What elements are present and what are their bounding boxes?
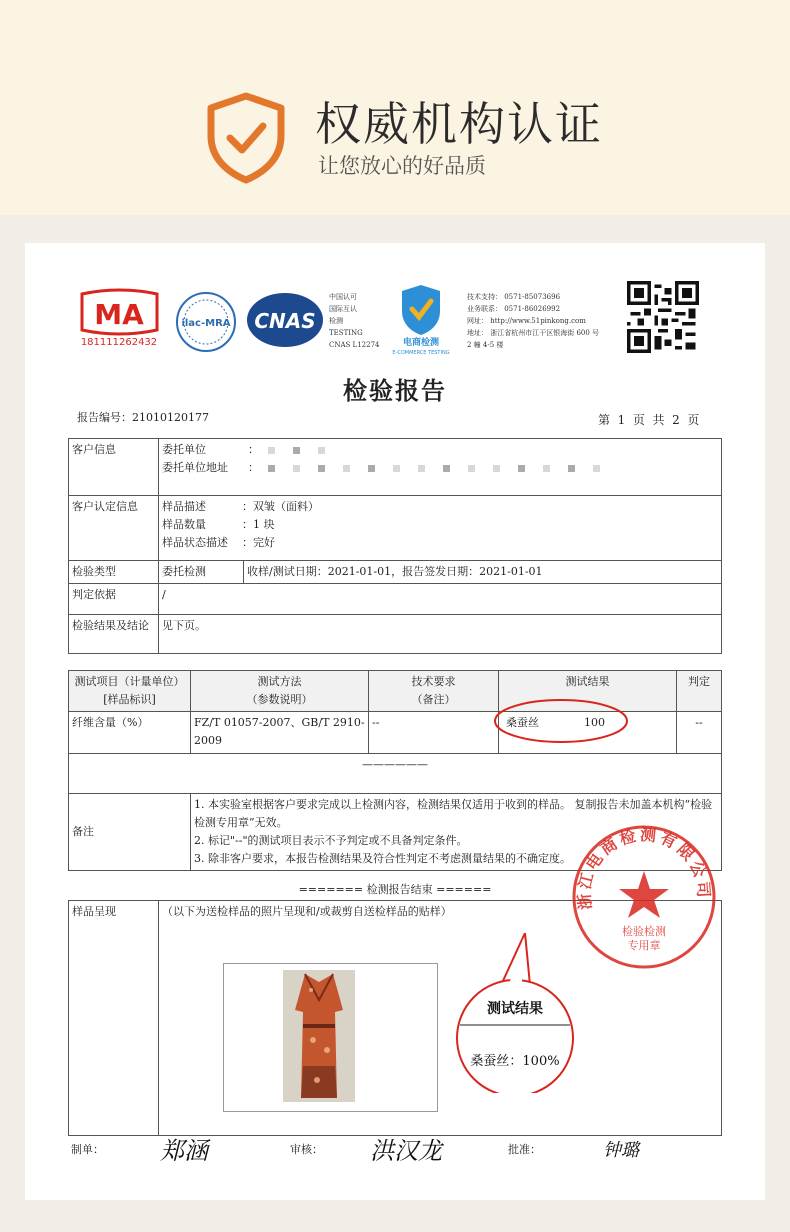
client-unit-line: 委托单位 ： bbox=[162, 441, 718, 459]
col-header-requirement: 技术要求 （备注） bbox=[369, 671, 499, 712]
report-end-marker: ======= 检测报告结束 ====== bbox=[298, 883, 492, 896]
blank-line: —————— bbox=[69, 754, 722, 794]
test-dates: 收样/测试日期：2021-01-01，报告签发日期：2021-01-01 bbox=[244, 561, 722, 584]
col-header-judgement: 判定 bbox=[677, 671, 722, 712]
report-number: 报告编号：21010120177 bbox=[77, 411, 209, 424]
approver-label: 批准： bbox=[508, 1143, 541, 1156]
basis-value: / bbox=[159, 584, 722, 615]
col-header-result: 测试结果 bbox=[499, 671, 677, 712]
test-item: 纤维含量（%） bbox=[69, 712, 191, 754]
reviewer-label: 审核： bbox=[290, 1143, 323, 1156]
note-3: 3. 除非客户要求，本报告检测结果及符合性判定不考虑测量结果的不确定度。 bbox=[194, 852, 571, 865]
sample-qty-value: ：1 块 bbox=[242, 518, 275, 531]
report-info-table bbox=[68, 438, 722, 654]
test-judgement: -- bbox=[677, 712, 722, 754]
test-type-value: 委托检测 bbox=[159, 561, 244, 584]
promo-banner bbox=[0, 0, 790, 215]
dress-photo bbox=[283, 970, 355, 1102]
blank-row bbox=[69, 754, 722, 794]
svg-text:检验检测: 检验检测 bbox=[622, 925, 666, 938]
ecommerce-testing-logo bbox=[380, 281, 462, 355]
sample-state-label: 样品状态描述 bbox=[162, 536, 228, 549]
notes-label: 备注 bbox=[69, 794, 191, 871]
col-header-method: 测试方法 （参数说明） bbox=[191, 671, 369, 712]
sample-info-label: 客户认定信息 bbox=[69, 496, 159, 561]
cma-logo bbox=[72, 288, 167, 348]
test-method: FZ/T 01057-2007、GB/T 2910-2009 bbox=[191, 712, 369, 754]
official-seal-stamp bbox=[570, 823, 718, 971]
cma-logo-number: 181111262432 bbox=[80, 337, 158, 348]
result-value: 见下页。 bbox=[159, 615, 722, 654]
test-result: 桑蚕丝 100 bbox=[499, 712, 677, 754]
sample-info-row bbox=[69, 496, 722, 561]
page-indicator: 第 1 页 共 2 页 bbox=[598, 413, 700, 427]
test-requirement: -- bbox=[369, 712, 499, 754]
result-callout-bubble bbox=[450, 933, 580, 1093]
basis-label: 判定依据 bbox=[69, 584, 159, 615]
qr-code-icon bbox=[627, 281, 699, 353]
basis-row bbox=[69, 584, 722, 615]
reviewer-signature: 洪汉龙 bbox=[370, 1137, 442, 1165]
sample-state-value: ：完好 bbox=[242, 536, 275, 549]
ilac-logo-text: ilac-MRA bbox=[181, 318, 231, 329]
svg-text:浙江电商检测有限公司: 浙江电商检测有限公司 bbox=[574, 824, 714, 911]
client-info-row bbox=[69, 439, 722, 496]
banner-title: 权威机构认证 bbox=[315, 97, 603, 151]
test-type-row bbox=[69, 561, 722, 584]
sample-desc-label: 样品描述 bbox=[162, 500, 206, 513]
report-title: 检验报告 bbox=[343, 376, 447, 405]
cnas-caption: 中国认可 国际互认 检测 TESTING CNAS L12274 bbox=[329, 293, 380, 349]
result-highlight-circle bbox=[492, 697, 630, 745]
sample-photo-caption: （以下为送检样品的照片呈现和/或裁剪自送检样品的贴样） bbox=[159, 901, 722, 1136]
shield-check-icon bbox=[205, 92, 287, 184]
test-report-sheet bbox=[25, 243, 765, 1200]
sample-desc-value: ：双皱（面料） bbox=[242, 500, 319, 513]
cma-logo-text: MA bbox=[94, 298, 144, 331]
col-header-item: 测试项目（计量单位） [样品标识] bbox=[69, 671, 191, 712]
contact-info: 技术支持： 0571-85073696 业务联系： 0571-86026992 网址： http://www.51pinkong.com 地址： 浙江省杭州市江干区银海街 600 号 2 幢 4-5 楼 bbox=[467, 293, 600, 349]
cnas-logo-text: CNAS bbox=[254, 309, 316, 333]
maker-label: 制单： bbox=[71, 1143, 104, 1156]
callout-title: 测试结果 bbox=[487, 1001, 543, 1017]
svg-text:专用章: 专用章 bbox=[627, 939, 661, 952]
ecom-logo-sub: E-COMMERCE TESTING bbox=[392, 350, 450, 355]
approver-signature: 钟璐 bbox=[603, 1140, 639, 1161]
sample-qty-label: 样品数量 bbox=[162, 518, 206, 531]
note-2: 2. 标记"--"的测试项目表示不予判定或不具备判定条件。 bbox=[194, 834, 468, 847]
test-type-label: 检验类型 bbox=[69, 561, 159, 584]
ecom-logo-title: 电商检测 bbox=[402, 338, 440, 348]
maker-signature: 郑涵 bbox=[160, 1137, 208, 1165]
ilac-mra-logo bbox=[175, 291, 237, 353]
client-info-label: 客户信息 bbox=[69, 439, 159, 496]
result-label: 检验结果及结论 bbox=[69, 615, 159, 654]
sample-photo-label: 样品呈现 bbox=[69, 901, 159, 1136]
client-address-line: 委托单位地址 ： bbox=[162, 459, 718, 477]
cnas-logo bbox=[245, 291, 325, 349]
callout-value: 桑蚕丝：100% bbox=[470, 1054, 560, 1069]
result-row bbox=[69, 615, 722, 654]
note-1: 1. 本实验室根据客户要求完成以上检测内容，检测结果仅适用于收到的样品。 复制报告未加盖本机构“检验检测专用章”无效。 bbox=[194, 798, 713, 829]
banner-subtitle: 让您放心的好品质 bbox=[318, 154, 486, 178]
